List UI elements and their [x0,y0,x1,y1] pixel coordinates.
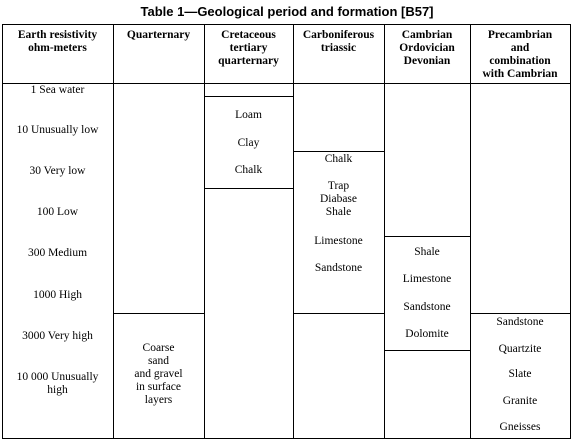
precambrian-formation: Gneisses [499,421,541,433]
cretaceous-band-top [204,96,293,97]
header-resistivity: Earth resistivity ohm-meters [17,29,98,54]
header-precambrian: Precambrian and combination with Cambrian [482,29,558,80]
rule-col-6 [570,24,571,439]
quarternary-band-top [113,313,204,314]
carboniferous-band-top [293,151,384,152]
rule-col-3 [293,24,294,439]
rule-col-4 [384,24,385,439]
table-title: Table 1—Geological period and formation [B57] [140,4,434,19]
header-quarternary: Quarternary [126,29,191,41]
cretaceous-formation: Chalk [234,164,263,176]
resistivity-item: 1 Sea water [30,84,85,96]
precambrian-formation: Slate [508,368,532,380]
resistivity-item: 300 Medium [27,247,88,259]
resistivity-item: 100 Low [36,206,79,218]
cambrian-band-bottom [384,350,470,351]
header-cretaceous: Cretaceous tertiary quarternary [218,29,279,67]
quarternary-formations: Coarse sand and gravel in surface layers [134,342,183,406]
cambrian-formation: Shale [414,246,440,258]
carboniferous-formation: Chalk [324,153,353,165]
precambrian-formation: Quartzite [498,343,542,355]
rule-bottom [2,438,570,439]
cambrian-formation: Dolomite [405,328,449,340]
precambrian-formation: Granite [502,395,538,407]
carboniferous-band-bottom [293,313,384,314]
carboniferous-formation: Trap [327,180,350,192]
header-carboniferous: Carboniferous triassic [302,29,375,54]
carboniferous-formation: Limestone [314,235,363,247]
carboniferous-formation: Diabase [319,193,358,205]
precambrian-formation: Sandstone [496,316,544,328]
rule-top [2,24,570,25]
resistivity-item: 10 Unusually low [16,124,99,136]
carboniferous-formation: Shale [325,206,352,218]
resistivity-item: 3000 Very high [22,330,93,342]
cretaceous-band-bottom [204,188,293,189]
carboniferous-formation: Sandstone [314,262,363,274]
rule-col-2 [204,24,205,439]
cretaceous-formation: Loam [235,109,262,121]
header-cambrian: Cambrian Ordovician Devonian [399,29,455,67]
cambrian-band-top [384,236,470,237]
resistivity-item: 10 000 Unusually high [16,371,99,396]
resistivity-item: 1000 High [33,289,82,301]
cambrian-formation: Sandstone [403,301,451,313]
resistivity-item: 30 Very low [29,165,86,177]
cambrian-formation: Limestone [402,273,452,285]
cretaceous-formation: Clay [237,137,260,149]
precambrian-band-top [470,313,570,314]
